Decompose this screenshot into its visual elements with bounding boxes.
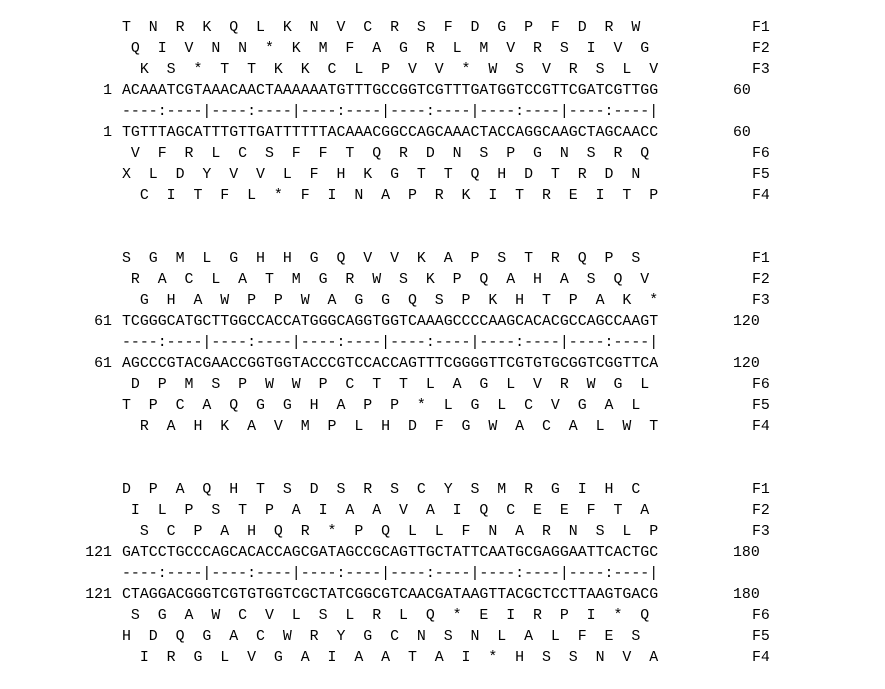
frame-label: F2 [752,41,770,57]
frame-label: F6 [752,146,770,162]
frame-label: F2 [752,503,770,519]
aa-frame-bottom-2: H D Q G A C W R Y G C N S N L A L F E S [122,629,641,645]
aa-frame-bottom-1: D P M S P W W P C T T L A G L V R W G L [122,377,650,393]
aa-frame-top-3: K S * T T K K C L P V V * W S V R S L V [122,62,659,78]
aa-frame-top-2: R A C L A T M G R W S K P Q A H A S Q V [122,272,650,288]
frame-label: F1 [752,482,770,498]
frame-label: F5 [752,167,770,183]
aa-frame-bottom-2: X L D Y V V L F H K G T T Q H D T R D N [122,167,641,183]
seq-top-start-number: 1 [103,83,112,99]
frame-label: F1 [752,251,770,267]
dna-sequence-bottom: AGCCCGTACGAACCGGTGGTACCCGTCCACCAGTTTCGGGGTTCGTGTGCGGTCGGTTCA [122,356,659,372]
seq-bottom-end-number: 180 [733,587,760,603]
frame-label: F5 [752,629,770,645]
seq-bottom-end-number: 60 [733,125,751,141]
position-ruler: ----:----|----:----|----:----|----:----|----:----|----:----| [122,335,659,351]
frame-label: F2 [752,272,770,288]
seq-top-start-number: 61 [94,314,112,330]
frame-label: F6 [752,377,770,393]
frame-label: F5 [752,398,770,414]
seq-bottom-end-number: 120 [733,356,760,372]
aa-frame-top-1: T N R K Q L K N V C R S F D G P F D R W [122,20,641,36]
frame-label: F3 [752,62,770,78]
aa-frame-top-2: Q I V N N * K M F A G R L M V R S I V G [122,41,650,57]
aa-frame-bottom-1: S G A W C V L S L R L Q * E I R P I * Q [122,608,650,624]
seq-bottom-start-number: 121 [85,587,112,603]
aa-frame-top-1: S G M L G H H G Q V V K A P S T R Q P S [122,251,641,267]
seq-bottom-start-number: 1 [103,125,112,141]
frame-label: F4 [752,650,770,666]
seq-top-start-number: 121 [85,545,112,561]
frame-label: F3 [752,293,770,309]
dna-sequence-top: TCGGGCATGCTTGGCCACCATGGGCAGGTGGTCAAAGCCCCAAGCACACGCCAGCCAAGT [122,314,659,330]
position-ruler: ----:----|----:----|----:----|----:----|----:----|----:----| [122,104,659,120]
dna-sequence-top: GATCCTGCCCAGCACACCAGCGATAGCCGCAGTTGCTATTCAATGCGAGGAATTCACTGC [122,545,659,561]
position-ruler: ----:----|----:----|----:----|----:----|----:----|----:----| [122,566,659,582]
frame-label: F3 [752,524,770,540]
dna-sequence-bottom: TGTTTAGCATTTGTTGATTTTTTACAAACGGCCAGCAAACTACCAGGCAAGCTAGCAACC [122,125,659,141]
aa-frame-bottom-2: T P C A Q G G H A P P * L G L C V G A L [122,398,641,414]
frame-label: F4 [752,419,770,435]
seq-bottom-start-number: 61 [94,356,112,372]
seq-top-end-number: 60 [733,83,751,99]
seq-top-end-number: 120 [733,314,760,330]
frame-label: F6 [752,608,770,624]
aa-frame-top-3: S C P A H Q R * P Q L L F N A R N S L P [122,524,659,540]
aa-frame-top-2: I L P S T P A I A A V A I Q C E E F T A [122,503,650,519]
dna-sequence-top: ACAAATCGTAAACAACTAAAAAATGTTTGCCGGTCGTTTGATGGTCCGTTCGATCGTTGG [122,83,659,99]
frame-label: F4 [752,188,770,204]
aa-frame-top-1: D P A Q H T S D S R S C Y S M R G I H C [122,482,641,498]
aa-frame-bottom-3: I R G L V G A I A A T A I * H S S N V A [122,650,659,666]
aa-frame-bottom-3: C I T F L * F I N A P R K I T R E I T P [122,188,659,204]
frame-label: F1 [752,20,770,36]
aa-frame-bottom-3: R A H K A V M P L H D F G W A C A L W T [122,419,659,435]
dna-sequence-bottom: CTAGGACGGGTCGTGTGGTCGCTATCGGCGTCAACGATAAGTTACGCTCCTTAAGTGACG [122,587,659,603]
aa-frame-top-3: G H A W P P W A G G Q S P K H T P A K * [122,293,659,309]
seq-top-end-number: 180 [733,545,760,561]
aa-frame-bottom-1: V F R L C S F F T Q R D N S P G N S R Q [122,146,650,162]
